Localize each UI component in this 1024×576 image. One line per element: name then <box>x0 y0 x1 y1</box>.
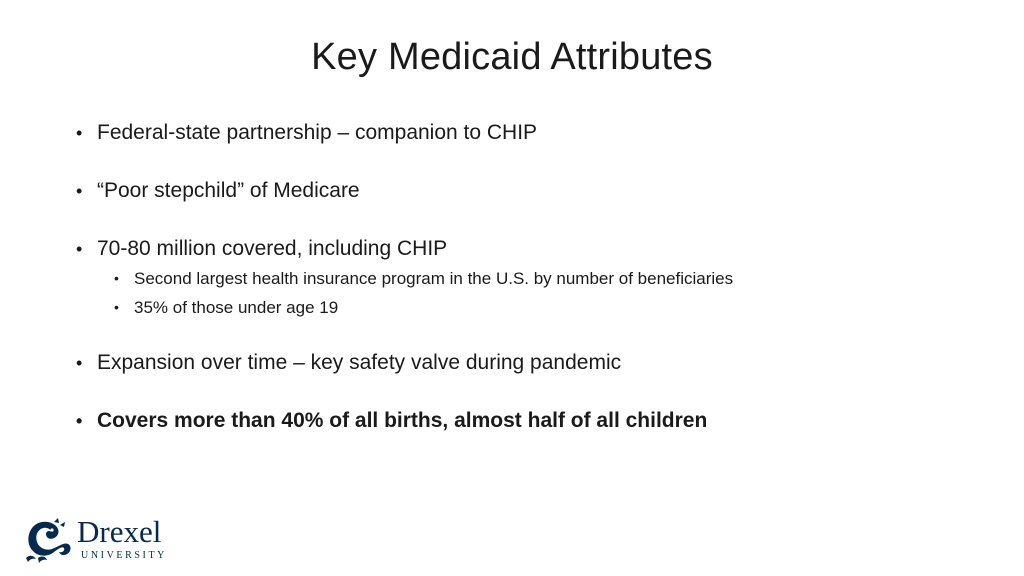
bullet-text: Federal-state partnership – companion to CHIP <box>97 121 538 144</box>
bullet-item <box>76 234 976 264</box>
page-title: Key Medicaid Attributes <box>311 36 713 78</box>
logo-wordmark: Drexel <box>77 514 162 549</box>
bullet-item-emphasis <box>76 406 976 436</box>
bullet-text: 70-80 million covered, including CHIP <box>97 237 448 260</box>
bullet-marker: • <box>76 239 83 259</box>
bullet-marker: • <box>76 181 83 201</box>
sub-bullet-list <box>114 264 976 322</box>
sub-bullet-item <box>114 293 976 322</box>
bullet-marker: • <box>114 299 119 315</box>
bullet-item <box>76 348 976 378</box>
bullet-marker: • <box>114 270 119 286</box>
bullet-text: Covers more than 40% of all births, almost half of all children <box>97 409 708 432</box>
sub-bullet-item <box>114 264 976 293</box>
bullet-text: Expansion over time – key safety valve during pandemic <box>97 351 622 374</box>
logo-subtitle: UNIVERSITY <box>81 550 167 561</box>
bullet-item <box>76 118 976 148</box>
bullet-marker: • <box>76 353 83 373</box>
bullet-item <box>76 176 976 206</box>
bullet-text: “Poor stepchild” of Medicare <box>97 179 360 202</box>
sub-bullet-text: Second largest health insurance program in the U.S. by number of beneficiaries <box>134 269 734 288</box>
bullet-marker: • <box>76 123 83 143</box>
drexel-logo <box>24 514 174 564</box>
dragon-icon <box>24 518 76 564</box>
bullet-list <box>76 118 976 436</box>
bullet-marker: • <box>76 411 83 431</box>
sub-bullet-text: 35% of those under age 19 <box>134 298 339 317</box>
